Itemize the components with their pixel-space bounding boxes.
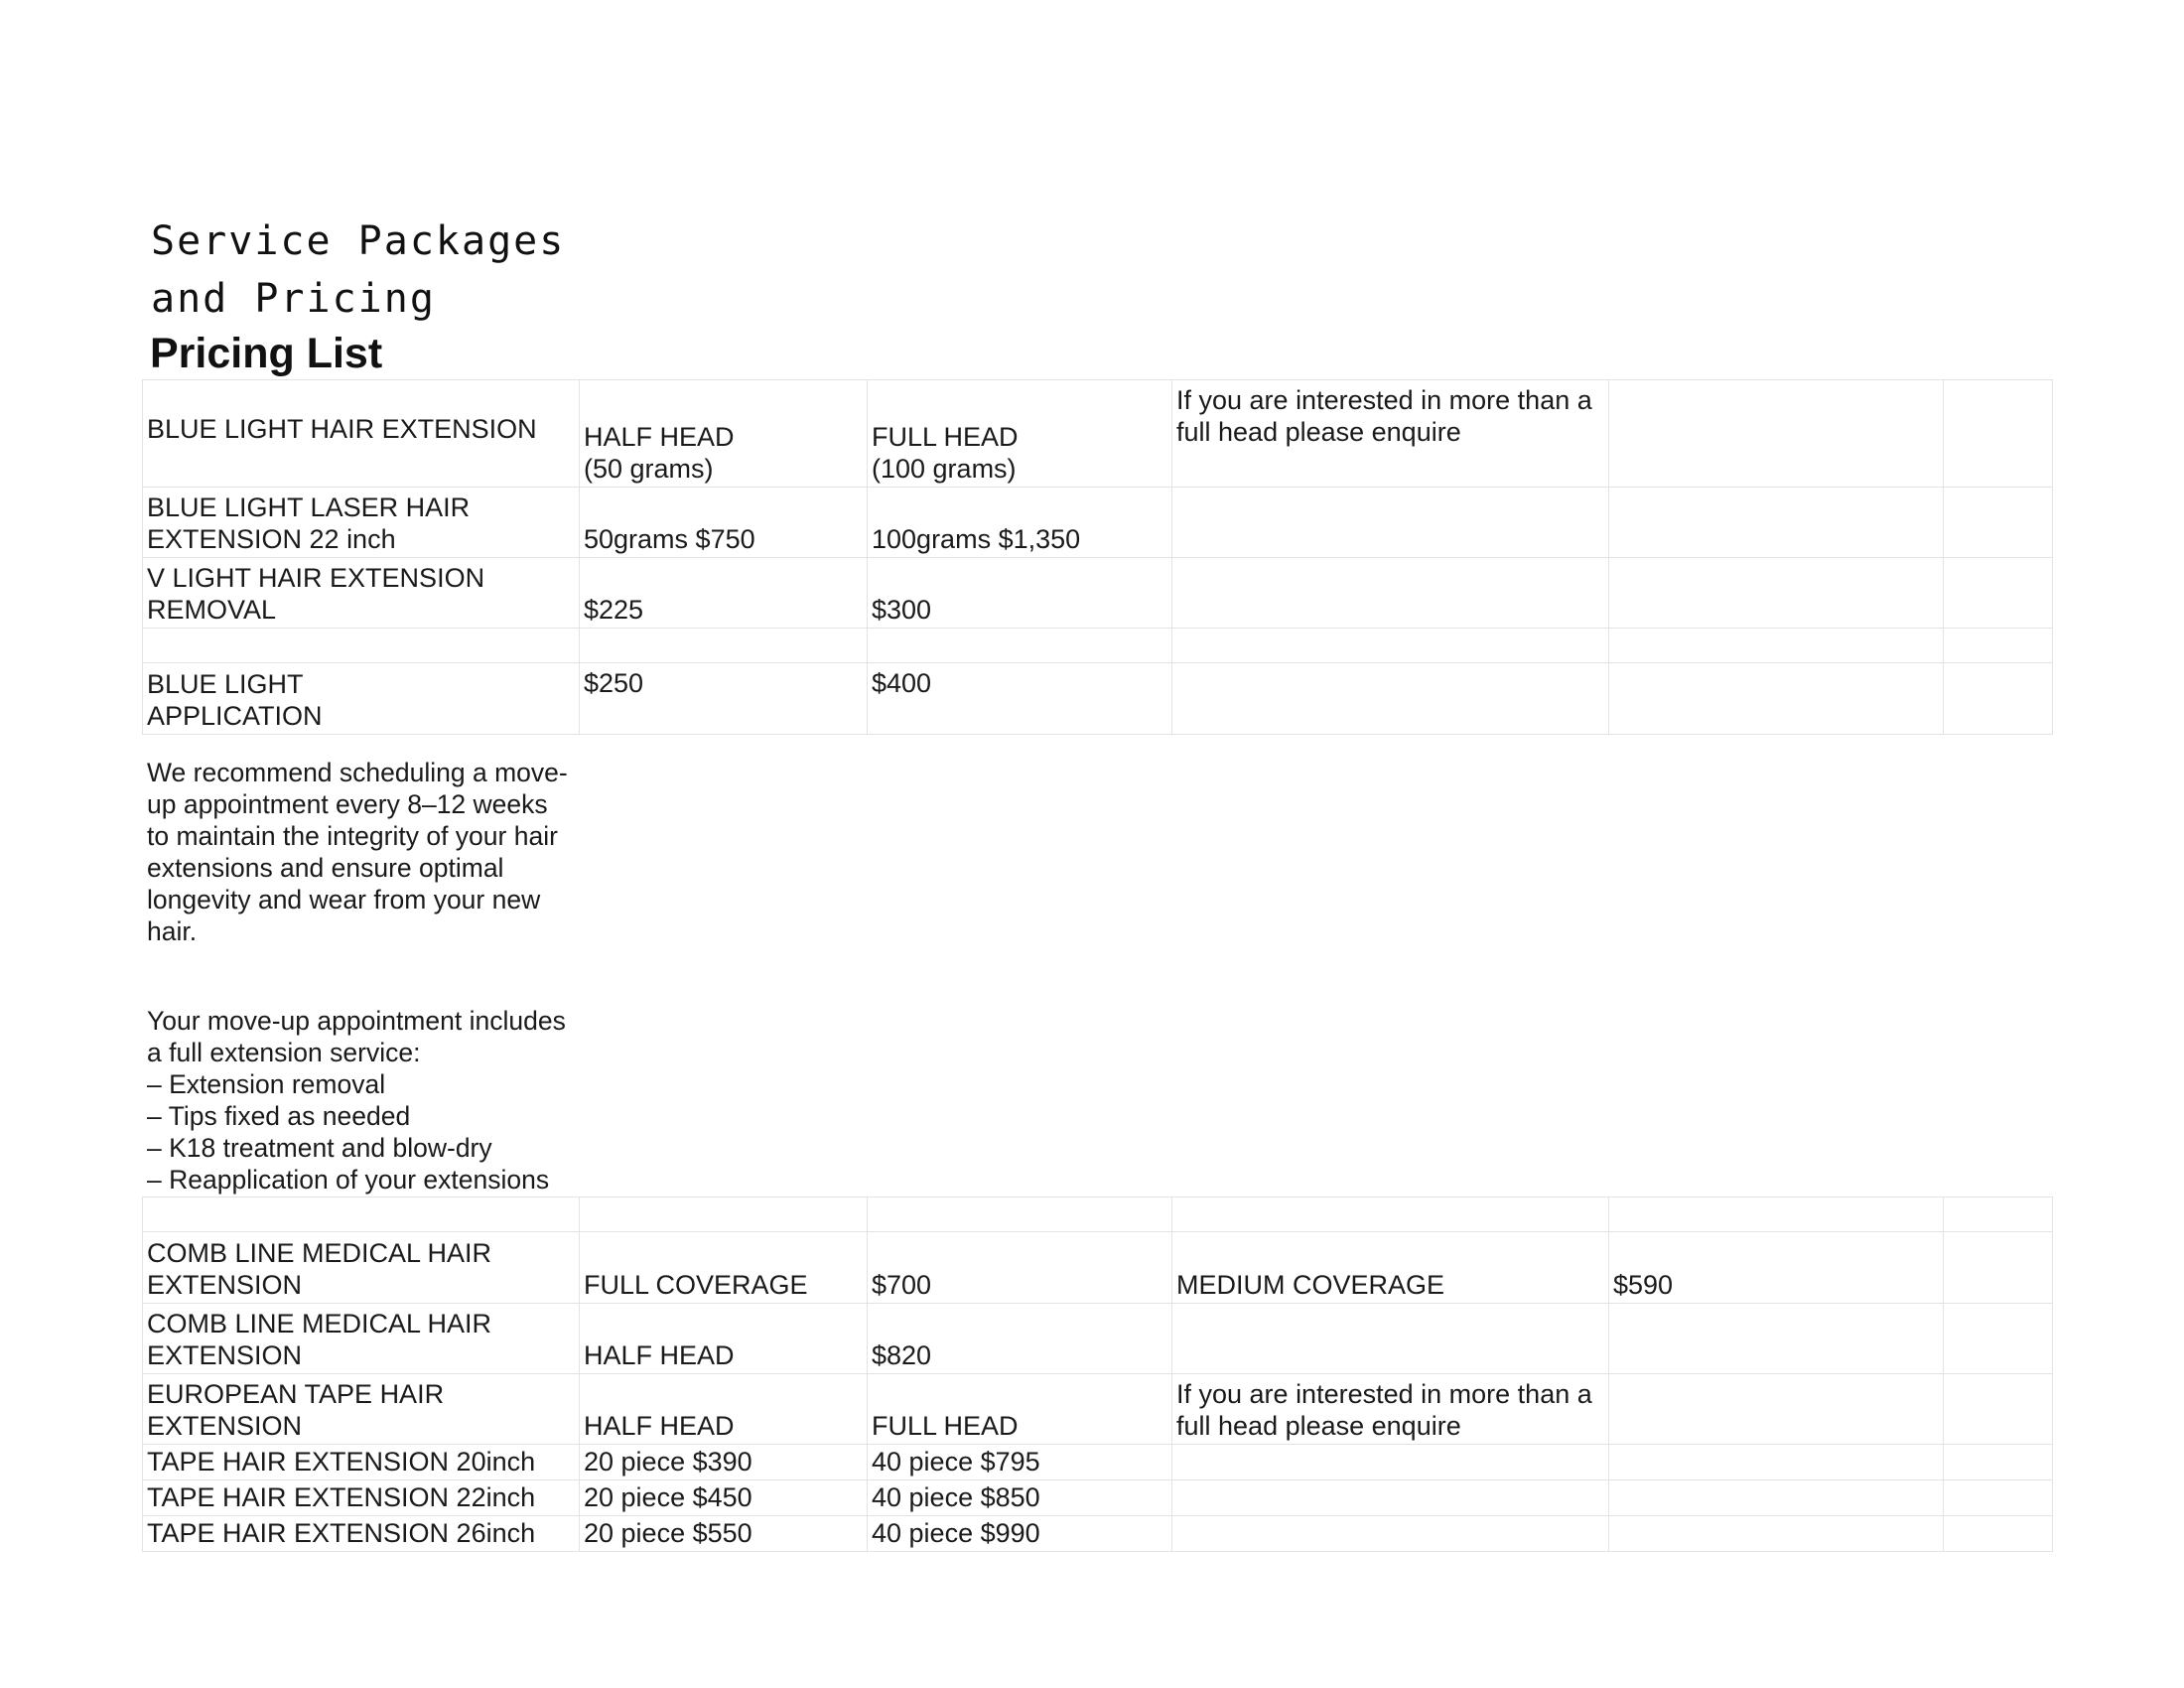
price-cell: 20 piece $550 — [580, 1516, 868, 1552]
table-row — [143, 1197, 2053, 1232]
service-name-cell: TAPE HAIR EXTENSION 20inch — [143, 1445, 580, 1480]
table-cell — [1172, 558, 1609, 629]
table-cell — [580, 629, 868, 663]
section-title: Pricing List — [150, 330, 383, 377]
service-name-cell: V LIGHT HAIR EXTENSION REMOVAL — [143, 558, 580, 629]
price-cell: $400 — [868, 663, 1172, 735]
table-cell — [143, 629, 580, 663]
table-cell — [1609, 1480, 1944, 1516]
table-cell — [1609, 558, 1944, 629]
table-cell — [580, 1197, 868, 1232]
price-cell: 20 piece $450 — [580, 1480, 868, 1516]
table-cell — [1944, 1197, 2053, 1232]
half-head-header-cell: HALF HEAD — [580, 1374, 868, 1445]
table-row — [143, 558, 2053, 629]
service-name-cell: COMB LINE MEDICAL HAIR EXTENSION — [143, 1304, 580, 1374]
table-row — [143, 380, 2053, 488]
table-cell — [1944, 1232, 2053, 1304]
service-name-cell: EUROPEAN TAPE HAIR EXTENSION — [143, 1374, 580, 1445]
document-heading: Service Packages and Pricing — [151, 218, 566, 322]
table-cell — [868, 629, 1172, 663]
price-cell: $250 — [580, 663, 868, 735]
table-cell — [1609, 1374, 1944, 1445]
price-cell: 100grams $1,350 — [868, 488, 1172, 558]
table-cell — [1609, 1304, 1944, 1374]
price-cell: $700 — [868, 1232, 1172, 1304]
price-cell: 50grams $750 — [580, 488, 868, 558]
price-cell: 40 piece $795 — [868, 1445, 1172, 1480]
table-cell — [1944, 1445, 2053, 1480]
service-name-cell: TAPE HAIR EXTENSION 26inch — [143, 1516, 580, 1552]
coverage-cell: FULL COVERAGE — [580, 1232, 868, 1304]
price-cell: 40 piece $990 — [868, 1516, 1172, 1552]
table-cell — [1944, 629, 2053, 663]
price-cell: $225 — [580, 558, 868, 629]
table-row — [143, 1232, 2053, 1304]
table-row — [143, 629, 2053, 663]
table-cell — [1944, 1480, 2053, 1516]
table-cell — [1944, 1304, 2053, 1374]
table-row — [143, 663, 2053, 735]
move-up-includes-text: Your move-up appointment includes a full extension service: – Extension removal – Tips fixed as needed – K18 treatment and blow-dry – Reapplication of your extensions — [147, 1006, 566, 1195]
half-head-header-cell: HALF HEAD (50 grams) — [580, 380, 868, 488]
service-name-cell: COMB LINE MEDICAL HAIR EXTENSION — [143, 1232, 580, 1304]
full-head-header-cell: FULL HEAD — [868, 1374, 1172, 1445]
table-row — [143, 488, 2053, 558]
table-cell — [868, 1197, 1172, 1232]
price-cell: 40 piece $850 — [868, 1480, 1172, 1516]
table-row — [143, 1304, 2053, 1374]
table-cell — [1172, 1304, 1609, 1374]
table-cell — [1172, 629, 1609, 663]
service-name-cell: TAPE HAIR EXTENSION 22inch — [143, 1480, 580, 1516]
table-cell — [1609, 663, 1944, 735]
table-cell — [1609, 1197, 1944, 1232]
table-cell — [1609, 380, 1944, 488]
price-cell: 20 piece $390 — [580, 1445, 868, 1480]
table-cell — [1172, 1516, 1609, 1552]
full-head-header-cell: FULL HEAD (100 grams) — [868, 380, 1172, 488]
maintenance-recommendation-text: We recommend scheduling a move- up appointment every 8–12 weeks to maintain the integrity of your hair extensions and ensure optimal longevity and wear from your new hair. — [147, 758, 568, 946]
service-name-cell: BLUE LIGHT LASER HAIR EXTENSION 22 inch — [143, 488, 580, 558]
table-cell — [1609, 488, 1944, 558]
table-cell — [1172, 1197, 1609, 1232]
price-cell: $590 — [1609, 1232, 1944, 1304]
table-cell — [1944, 380, 2053, 488]
table-cell — [1609, 629, 1944, 663]
table-cell — [1172, 488, 1609, 558]
enquire-note-cell: If you are interested in more than a full head please enquire — [1172, 1374, 1609, 1445]
table-cell — [1172, 663, 1609, 735]
table-cell — [1172, 1480, 1609, 1516]
table-cell — [1944, 1516, 2053, 1552]
table-cell — [143, 1197, 580, 1232]
table-cell — [1609, 1445, 1944, 1480]
pricing-table-comb-line-tape — [142, 1196, 2053, 1552]
service-name-cell: BLUE LIGHT APPLICATION — [143, 663, 580, 735]
enquire-note-cell: If you are interested in more than a full head please enquire — [1172, 380, 1609, 488]
table-cell — [1944, 663, 2053, 735]
table-cell — [1944, 1374, 2053, 1445]
table-row — [143, 1480, 2053, 1516]
coverage-cell: HALF HEAD — [580, 1304, 868, 1374]
price-cell: $300 — [868, 558, 1172, 629]
table-row — [143, 1374, 2053, 1445]
table-cell — [1172, 1445, 1609, 1480]
table-cell — [1944, 488, 2053, 558]
table-cell — [1944, 558, 2053, 629]
pricing-table-blue-light — [142, 379, 2053, 735]
table-row — [143, 1445, 2053, 1480]
service-name-cell: BLUE LIGHT HAIR EXTENSION — [143, 380, 580, 488]
table-cell — [1609, 1516, 1944, 1552]
price-cell: $820 — [868, 1304, 1172, 1374]
table-row — [143, 1516, 2053, 1552]
coverage-cell: MEDIUM COVERAGE — [1172, 1232, 1609, 1304]
